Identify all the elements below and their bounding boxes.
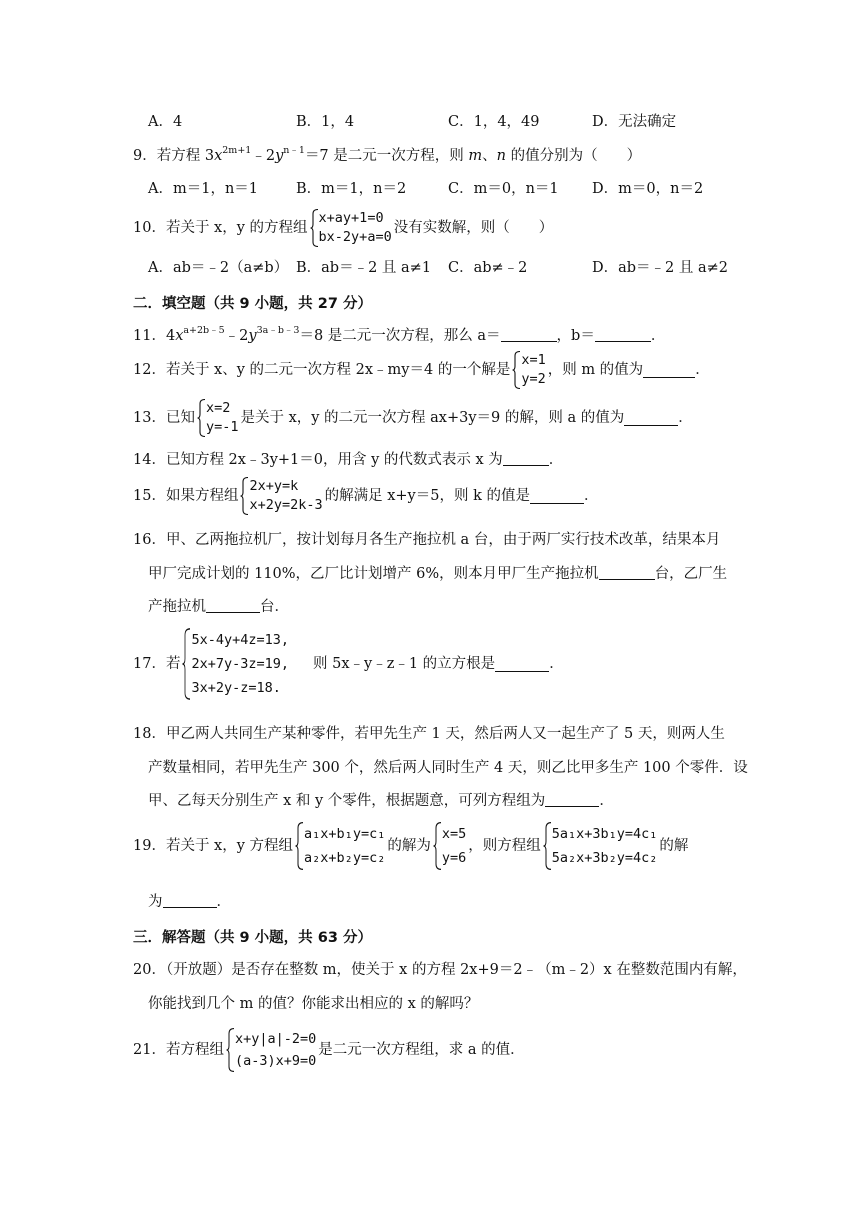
equation-system: [226, 1028, 316, 1072]
equation: x+ay+1=0: [318, 210, 384, 226]
answer-blank[interactable]: [624, 411, 678, 426]
answer-blank[interactable]: [530, 489, 584, 504]
equation: (a-3)x+9=0: [234, 1053, 317, 1069]
left-brace: [512, 351, 521, 389]
question-10: 10． 若关于 x，y 的方程组 x+ay+1=0 bx-2y+a=0 没有实数解，则（ ）: [133, 206, 553, 250]
equation-system: [240, 477, 322, 515]
question-12: 12． 若关于 x、y 的二元一次方程 2x﹣my＝4 的一个解是 x=1 y=2 ，则 m 的值为 ．: [133, 348, 710, 392]
question-18-line-3: 甲、乙每天分别生产 x 和 y 个零件，根据题意，可列方程组为 ．: [148, 793, 614, 809]
equation: x+2y=2k-3: [249, 497, 323, 513]
equation-system: [197, 399, 239, 437]
question-16-line-2: 甲厂完成计划的 110%，乙厂比计划增产 6%，则本月甲厂生产拖拉机 台，乙厂生: [148, 566, 728, 582]
equation: 2x+y=k: [249, 478, 299, 494]
answer-blank[interactable]: [545, 792, 599, 807]
q9-option-a: A．m＝1，n＝1: [148, 181, 259, 197]
question-13: 13． 已知 x=2 y=-1 是关于 x，y 的二元一次方程 ax+3y＝9 的解，则 a 的值为 ．: [133, 396, 693, 440]
equation: 5x-4y+4z=13,: [191, 632, 289, 648]
question-number: 21．: [133, 1042, 166, 1058]
question-9: 9．若方程 $3x^{2m+1}﹣2y^{n﹣1}=7$ 是二元一次方程，则 m、n 的值分别为（ ）: [133, 145, 642, 164]
question-number: 13．: [133, 410, 166, 426]
answer-blank[interactable]: [595, 327, 651, 342]
answer-blank[interactable]: [206, 598, 260, 613]
equation: 5a₂x+3b₂y=4c₂: [551, 850, 658, 866]
q9-option-b: B．m＝1，n＝2: [296, 181, 407, 197]
equation: 5a₁x+3b₁y=4c₁: [551, 826, 658, 842]
question-number: 18．: [133, 726, 166, 742]
question-number: 17．: [133, 656, 166, 672]
question-11: 11．$4x^{a+2b﹣5}﹣2y^{3a﹣b﹣3}=8$ 是二元一次方程，那么 a＝ ，b＝ ．: [133, 325, 666, 344]
question-19-line-2: 为 ．: [148, 894, 231, 910]
question-14: 14．已知方程 2x﹣3y+1＝0，用含 y 的代数式表示 x 为 ．: [133, 452, 564, 468]
equation: 2x+7y-3z=19,: [191, 656, 289, 672]
equation: 3x+2y-z=18.: [191, 680, 281, 696]
solution-system: [433, 822, 466, 870]
answer-blank[interactable]: [495, 657, 549, 672]
equation-system: [182, 628, 289, 700]
question-number: 19．: [133, 838, 166, 854]
equation: x=1: [521, 352, 546, 368]
q10-option-a: A．ab＝﹣2（a≠b）: [148, 260, 289, 276]
question-20-line-2: 你能找到几个 m 的值？你能求出相应的 x 的解吗？: [148, 996, 479, 1012]
question-15: 15． 如果方程组 2x+y=k x+2y=2k-3 的解满足 x+y＝5，则 k 的值是 ．: [133, 474, 598, 518]
equation-system: [310, 209, 392, 247]
question-16: 16．甲、乙两拖拉机厂，按计划每月各生产拖拉机 a 台，由于两厂实行技术改革，结果本月: [133, 532, 721, 548]
left-brace: [295, 822, 304, 870]
question-19: 19． 若关于 x，y 方程组 a₁x+b₁y=c₁ a₂x+b₂y=c₂ 的解为 x=5 y=6 ，则方程组 5a₁x+3b₁y=4c₁ 5a₂x+3b₂y=4c₂ 的解: [133, 816, 688, 876]
equation-system: [512, 351, 545, 389]
q8-option-d: D．无法确定: [592, 114, 677, 130]
left-brace: [226, 1028, 235, 1072]
equation: x=2: [205, 400, 231, 416]
question-20: 20．（开放题）是否存在整数 m，使关于 x 的方程 2x+9＝2﹣（m﹣2）x 在整数范围内有解，: [133, 962, 747, 978]
question-number: 11．: [133, 328, 166, 344]
q9-option-d: D．m＝0，n＝2: [592, 181, 704, 197]
left-brace: [543, 822, 552, 870]
q8-option-c: C．1，4，49: [448, 114, 540, 130]
q10-option-c: C．ab≠﹣2: [448, 260, 528, 276]
answer-blank[interactable]: [599, 565, 655, 580]
question-number: 10．: [133, 220, 166, 236]
answer-blank[interactable]: [643, 363, 695, 378]
question-18-line-2: 产数量相同，若甲先生产 300 个，然后两人同时生产 4 天，则乙比甲多生产 100 个零件．设: [148, 760, 748, 776]
question-number: 12．: [133, 362, 166, 378]
question-number: 14．: [133, 452, 166, 468]
question-number: 20．: [133, 962, 166, 978]
equation: x=5: [441, 826, 467, 842]
equation: y=-1: [205, 419, 239, 435]
left-brace: [310, 209, 319, 247]
answer-blank[interactable]: [503, 451, 549, 466]
equation: a₁x+b₁y=c₁: [304, 826, 386, 842]
question-number: 16．: [133, 532, 166, 548]
question-number: 15．: [133, 488, 166, 504]
q10-option-b: B．ab＝﹣2 且 a≠1: [296, 260, 432, 276]
q9-option-c: C．m＝0，n＝1: [448, 181, 559, 197]
equation-system: [295, 822, 385, 870]
section-heading-fill-in: 二．填空题（共 9 小题，共 27 分）: [133, 296, 372, 312]
question-16-line-3: 产拖拉机 台．: [148, 599, 289, 615]
left-brace: [240, 477, 249, 515]
question-number: 9．: [133, 148, 157, 164]
question-17: 17． 若 5x-4y+4z=13, 2x+7y-3z=19, 3x+2y-z=18. 则 5x﹣y﹣z﹣1 的立方根是 ．: [133, 624, 564, 704]
q8-option-a: A．4: [148, 114, 183, 130]
q10-option-d: D．ab＝﹣2 且 a≠2: [592, 260, 729, 276]
equation: a₂x+b₂y=c₂: [304, 850, 386, 866]
equation-system: [543, 822, 658, 870]
answer-blank[interactable]: [163, 893, 217, 908]
question-18: 18．甲乙两人共同生产某种零件，若甲先生产 1 天，然后两人又一起生产了 5 天，则两人生: [133, 726, 725, 742]
equation: y=2: [521, 371, 546, 387]
left-brace: [197, 399, 206, 437]
question-21: 21． 若方程组 x+y|a|-2=0 (a-3)x+9=0 是二元一次方程组，求 a 的值．: [133, 1026, 525, 1074]
equation: bx-2y+a=0: [318, 229, 392, 245]
q8-option-b: B．1，4: [296, 114, 355, 130]
equation: x+y|a|-2=0: [234, 1031, 317, 1047]
equation: y=6: [441, 850, 467, 866]
section-heading-solve: 三．解答题（共 9 小题，共 63 分）: [133, 930, 372, 946]
left-brace: [433, 822, 442, 870]
left-brace: [182, 628, 191, 700]
answer-blank[interactable]: [501, 327, 557, 342]
